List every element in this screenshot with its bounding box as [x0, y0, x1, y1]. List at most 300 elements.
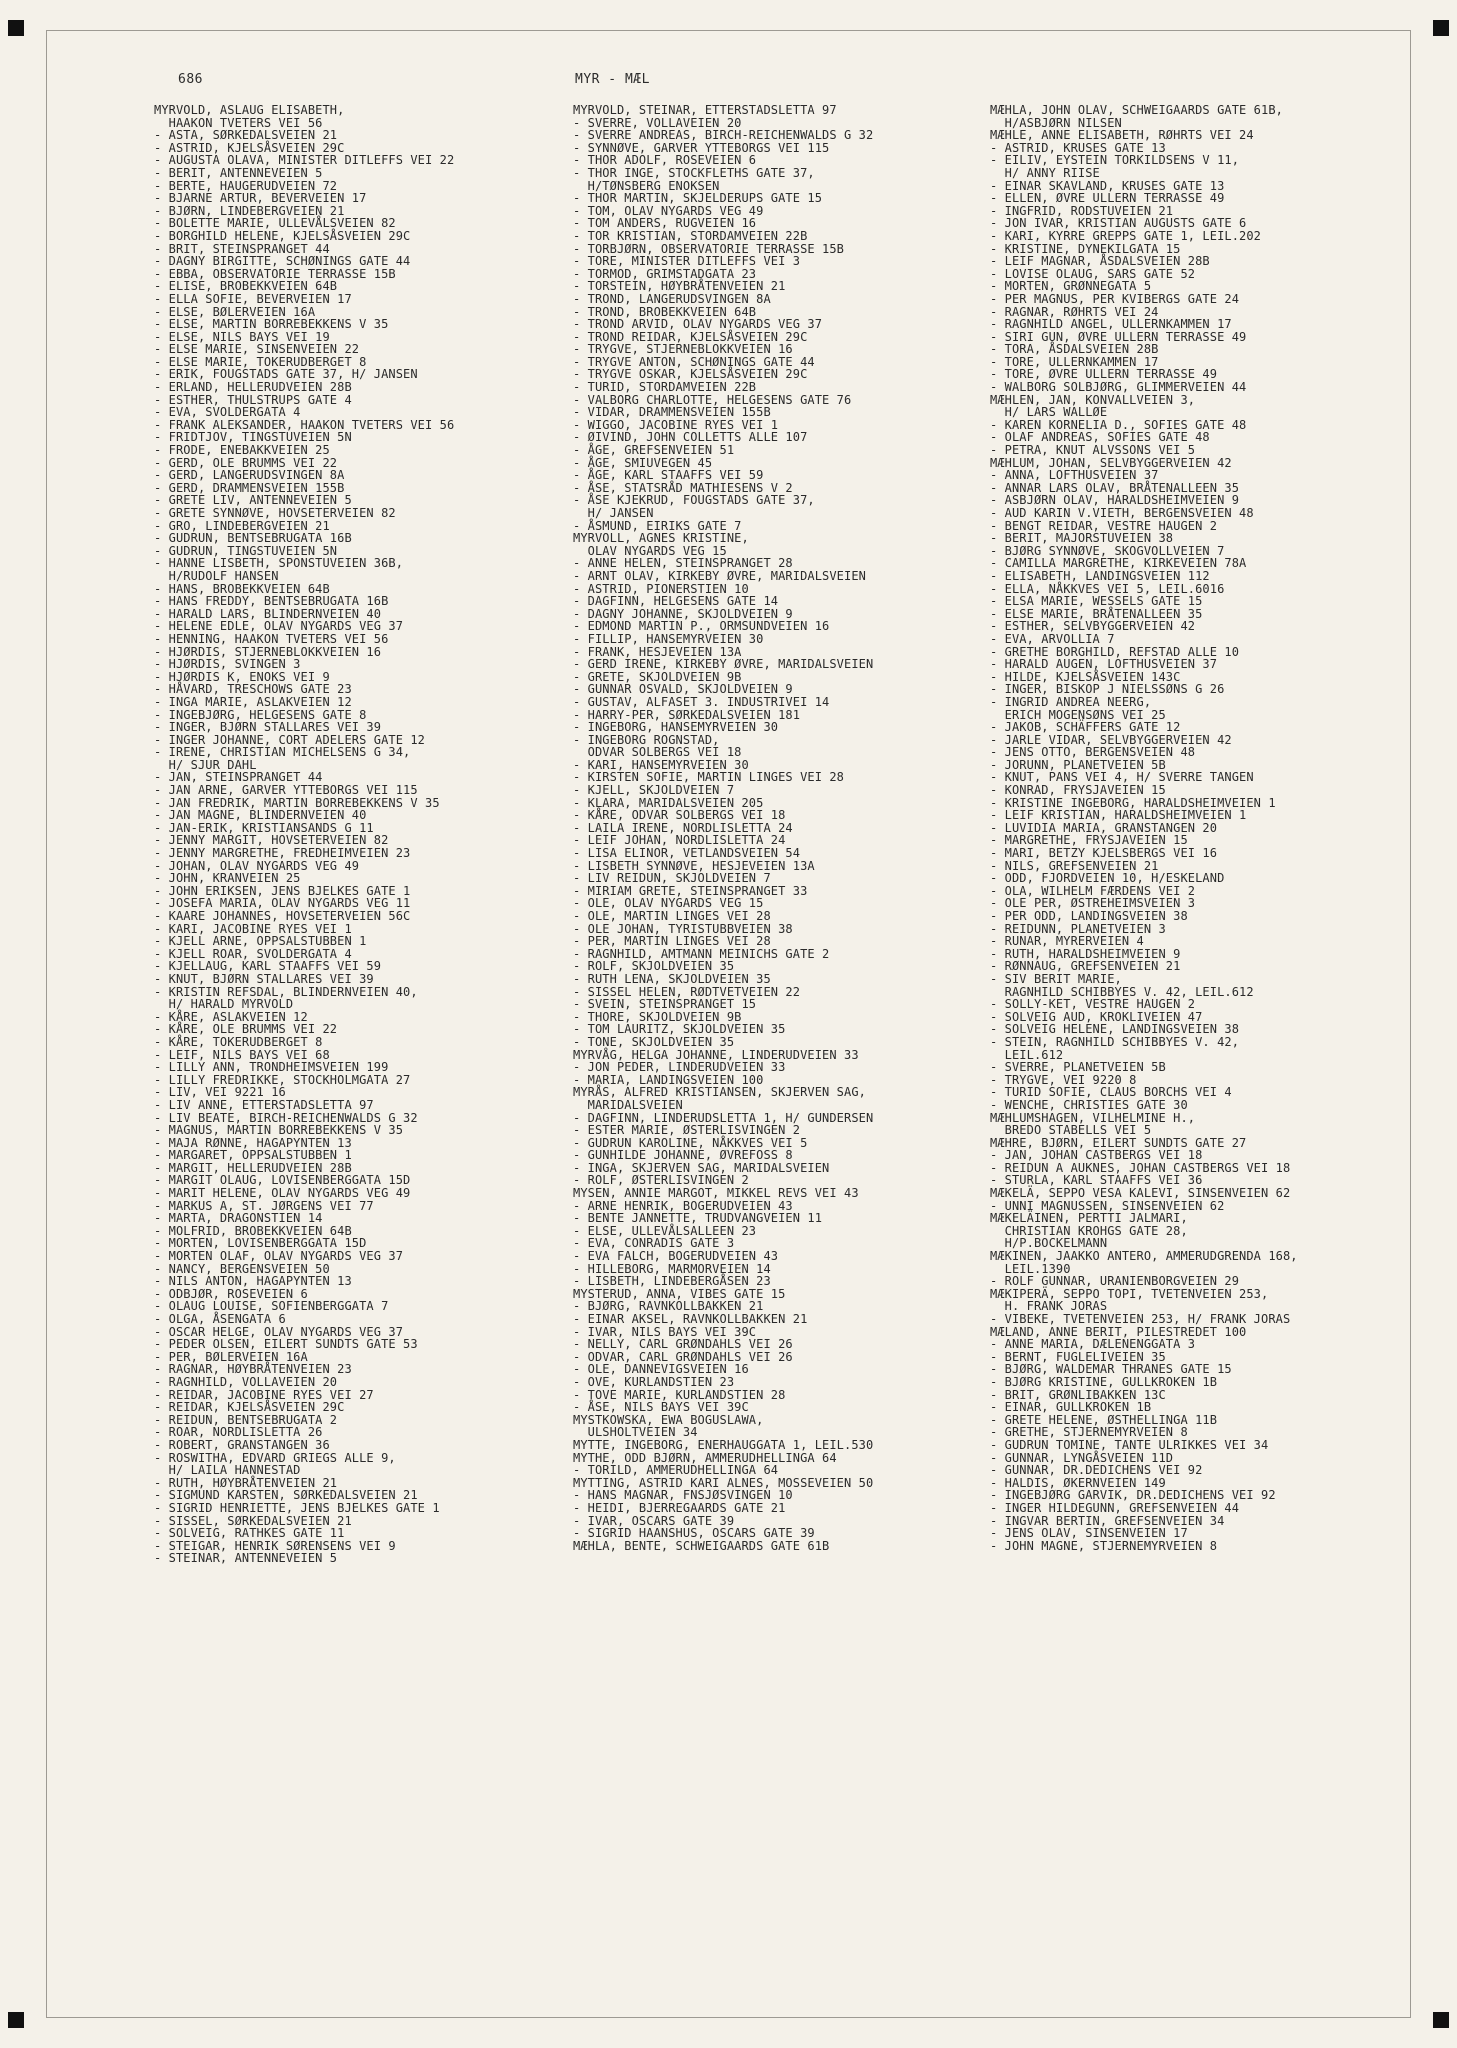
listing-entry: - INGEBORG, HANSEMYRVEIEN 30	[573, 720, 779, 735]
listing-entry: - MARTA, DRAGONSTIEN 14	[154, 1211, 323, 1226]
listing-entry: - GUNNAR, DR.DEDICHENS VEI 92	[990, 1463, 1203, 1478]
listing-entry: - GUDRUN, TINGSTUVEIEN 5N	[154, 543, 338, 558]
listing-entry: - GERD, OLE BRUMMS VEI 22	[154, 455, 338, 470]
listing-entry: - BOLETTE MARIE, ULLEVÅLSVEIEN 82	[154, 216, 396, 231]
listing-entry: MÆKINEN, JAAKKO ANTERO, AMMERUDGRENDA 168,	[990, 1249, 1298, 1264]
listing-entry: MÆHLUMSHAGEN, VILHELMINE H.,	[990, 1110, 1196, 1125]
listing-entry: - ÅSMUND, EIRIKS GATE 7	[573, 518, 742, 533]
listing-entry: - LUVIDIA MARIA, GRANSTANGEN 20	[990, 820, 1218, 835]
listing-entry: - OLA, WILHELM FÆRDENS VEI 2	[990, 883, 1196, 898]
listing-entry: - EINAR, GULLKROKEN 1B	[990, 1400, 1152, 1415]
listing-entry: - OLE, DANNEVIGSVEIEN 16	[573, 1362, 749, 1377]
listing-entry: ULSHOLTVEIEN 34	[573, 1425, 698, 1440]
listing-entry: - BERNT, FUGLELIVEIEN 35	[990, 1349, 1166, 1364]
listing-entry: - TROND ARVID, OLAV NYGARDS VEG 37	[573, 317, 823, 332]
listing-entry: - LOVISE OLAUG, SARS GATE 52	[990, 266, 1196, 281]
listing-entry: H/ LARS WALLØE	[990, 405, 1108, 420]
listing-entry: - ANNE HELEN, STEINSPRANGET 28	[573, 556, 793, 571]
listing-entry: MYTTING, ASTRID KARI ALNES, MOSSEVEIEN 50	[573, 1475, 874, 1490]
listing-entry: - INGA MARIE, ASLAKVEIEN 12	[154, 694, 352, 709]
listing-entry: - EVA, CONRADIS GATE 3	[573, 1236, 735, 1251]
listing-entry: - KJELL ARNE, OPPSALSTUBBEN 1	[154, 934, 367, 949]
listing-entry: - BENTE JANNETTE, TRUDVANGVEIEN 11	[573, 1211, 823, 1226]
listing-entry: - ROLF GUNNAR, URANIENBORGVEIEN 29	[990, 1274, 1240, 1289]
listing-entry: - OLGA, ÅSENGATA 6	[154, 1312, 286, 1326]
listing-entry: - HANS MAGNAR, FNSJØSVINGEN 10	[573, 1488, 793, 1503]
listing-entry: - LIV, VEI 9221 16	[154, 1085, 286, 1100]
listing-entry: - GERD IRENE, KIRKEBY ØVRE, MARIDALSVEIEN	[573, 657, 874, 672]
listing-entry: - GRETHE, STJERNEMYRVEIEN 8	[990, 1425, 1188, 1440]
listing-entry: - KÅRE, ODVAR SOLBERGS VEI 18	[573, 808, 786, 823]
listing-entry: - ARNT OLAV, KIRKEBY ØVRE, MARIDALSVEIEN	[573, 568, 866, 583]
listing-entry: - FRANK ALEKSANDER, HAAKON TVETERS VEI 56	[154, 417, 455, 432]
listing-entry: - SIRI GUN, ØVRE ULLERN TERRASSE 49	[990, 329, 1247, 344]
listing-entry: - KIRSTEN SOFIE, MARTIN LINGES VEI 28	[573, 770, 845, 785]
listing-entry: - EVA, ARVOLLIA 7	[990, 631, 1115, 646]
listing-entry: - INGEBJØRG GARVIK, DR.DEDICHENS VEI 92	[990, 1488, 1276, 1503]
listing-entry: - TURID, STORDAMVEIEN 22B	[573, 380, 757, 395]
listing-entry: - INGFRID, RODSTUVEIEN 21	[990, 203, 1174, 218]
listing-entry: - WALBORG SOLBJØRG, GLIMMERVEIEN 44	[990, 380, 1247, 395]
listing-entry: - SOLLY-KET, VESTRE HAUGEN 2	[990, 997, 1196, 1012]
listing-entry: - ESTER MARIE, ØSTERLISVINGEN 2	[573, 1123, 801, 1138]
listing-entry: - ELLA SOFIE, BEVERVEIEN 17	[154, 291, 352, 306]
listing-entry: - MARGARET, OPPSALSTUBBEN 1	[154, 1148, 352, 1163]
listing-entry: - EVA FALCH, BOGERUDVEIEN 43	[573, 1249, 779, 1264]
listing-entry: ERICH MOGENSØNS VEI 25	[990, 707, 1166, 722]
listing-entry: - PER, BØLERVEIEN 16A	[154, 1349, 308, 1364]
listing-entry: H/TØNSBERG ENOKSEN	[573, 178, 720, 193]
listing-entry: - ARNE HENRIK, BOGERUDVEIEN 43	[573, 1198, 793, 1213]
listing-entry: - LILLY FREDRIKKE, STOCKHOLMGATA 27	[154, 1072, 411, 1087]
listing-entry: - LIV REIDUN, SKJOLDVEIEN 7	[573, 871, 771, 886]
listing-entry: - ELSE, MARTIN BORREBEKKENS V 35	[154, 317, 389, 332]
listing-entry: - JOSEFA MARIA, OLAV NYGARDS VEG 11	[154, 896, 411, 911]
listing-entry: - SYNNØVE, GARVER YTTEBORGS VEI 115	[573, 140, 830, 155]
listing-entry: - STURLA, KARL STAAFFS VEI 36	[990, 1173, 1203, 1188]
listing-entry: - KJELL, SKJOLDVEIEN 7	[573, 783, 735, 798]
listing-entry: - ESTHER, THULSTRUPS GATE 4	[154, 392, 352, 407]
listing-entry: - RUTH, HØYBRÅTENVEIEN 21	[154, 1475, 338, 1490]
registration-mark	[1433, 20, 1449, 36]
listing-entry: - EILIV, EYSTEIN TORKILDSENS V 11,	[990, 153, 1240, 168]
listing-entry: - SVERRE, VOLLAVEIEN 20	[573, 115, 742, 130]
listing-entry: MYRVÅG, HELGA JOHANNE, LINDERUDVEIEN 33	[573, 1047, 859, 1062]
listing-entry: H/ HARALD MYRVOLD	[154, 997, 294, 1012]
listing-entry: - SIV BERIT MARIE,	[990, 971, 1122, 986]
listing-entry: - KONRAD, FRYSJAVEIEN 15	[990, 783, 1166, 798]
listing-entry: - ODVAR, CARL GRØNDAHLS VEI 26	[573, 1349, 793, 1364]
listing-entry: - MOLFRID, BROBEKKVEIEN 64B	[154, 1223, 352, 1238]
listing-entry: H/ ANNY RIISE	[990, 165, 1100, 180]
listing-entry: - GUSTAV, ALFASET 3. INDUSTRIVEI 14	[573, 694, 830, 709]
listing-entry: - ODBJØR, ROSEVEIEN 6	[154, 1286, 308, 1301]
listing-entry: - TORBJØRN, OBSERVATORIE TERRASSE 15B	[573, 241, 845, 256]
listing-entry: H/RUDOLF HANSEN	[154, 568, 279, 583]
listing-entry: - KLARA, MARIDALSVEIEN 205	[573, 795, 764, 810]
listing-entry: - JENNY MARGRETHE, FREDHEIMVEIEN 23	[154, 846, 411, 861]
listing-entry: - ÅGE, SMIUVEGEN 45	[573, 455, 713, 470]
listing-entry: - ELSE, BØLERVEIEN 16A	[154, 304, 316, 319]
listing-entry: - MARGIT OLAUG, LOVISENBERGGATA 15D	[154, 1173, 411, 1188]
listing-entry: - MARIA, LANDINGSVEIEN 100	[573, 1072, 764, 1087]
listing-entry: - TOM ANDERS, RUGVEIEN 16	[573, 216, 757, 231]
listing-entry: - INGER JOHANNE, CORT ADELERS GATE 12	[154, 732, 426, 747]
listing-entry: MÆKELÄINEN, PERTTI JALMARI,	[990, 1211, 1188, 1226]
listing-entry: MÆHRE, BJØRN, EILERT SUNDTS GATE 27	[990, 1135, 1247, 1150]
listing-entry: - EBBA, OBSERVATORIE TERRASSE 15B	[154, 266, 396, 281]
listing-entry: - ELISE, BROBEKKVEIEN 64B	[154, 279, 338, 294]
listing-entry: - KAREN KORNELIA D., SOFIES GATE 48	[990, 417, 1247, 432]
listing-entry: BREDO STABELLS VEI 5	[990, 1123, 1152, 1138]
listing-entry: MÆLAND, ANNE BERIT, PILESTREDET 100	[990, 1324, 1247, 1339]
listing-entry: - HANS, BROBEKKVEIEN 64B	[154, 581, 330, 596]
listing-entry: - KRISTINE INGEBORG, HARALDSHEIMVEIEN 1	[990, 795, 1276, 810]
listing-entry: - STEIGAR, HENRIK SØRENSENS VEI 9	[154, 1538, 396, 1553]
listing-entry: - PETRA, KNUT ALVSSONS VEI 5	[990, 443, 1196, 458]
listing-entry: - ASTRID, KJELSÅSVEIEN 29C	[154, 140, 345, 155]
listing-entry: - TRYGVE, VEI 9220 8	[990, 1072, 1137, 1087]
listing-entry: - ASTA, SØRKEDALSVEIEN 21	[154, 128, 338, 143]
listing-entry: - JAN MAGNE, BLINDERNVEIEN 40	[154, 808, 367, 823]
listing-entry: - AUD KARIN V.VIETH, BERGENSVEIEN 48	[990, 506, 1254, 520]
listing-entry: - TORE, ULLERNKAMMEN 17	[990, 354, 1159, 369]
listing-entry: - KARI, KYRRE GREPPS GATE 1, LEIL.202	[990, 228, 1262, 243]
listing-entry: - KNUT, PANS VEI 4, H/ SVERRE TANGEN	[990, 770, 1254, 785]
listing-entry: - JON PEDER, LINDERUDVEIEN 33	[573, 1060, 786, 1075]
listing-entry: - SOLVEIG HELENE, LANDINGSVEIEN 38	[990, 1022, 1240, 1037]
listing-entry: - EINAR AKSEL, RAVNKOLLBAKKEN 21	[573, 1312, 808, 1326]
listing-entry: - HENNING, HAAKON TVETERS VEI 56	[154, 631, 389, 646]
registration-mark	[1433, 2012, 1449, 2028]
listing-entry: - KÅRE, ASLAKVEIEN 12	[154, 1009, 308, 1024]
listing-entry: - GRO, LINDEBERGVEIEN 21	[154, 518, 330, 533]
listing-entry: - ELISABETH, LANDINGSVEIEN 112	[990, 568, 1210, 583]
listing-entry: - KNUT, BJØRN STALLARES VEI 39	[154, 971, 374, 986]
listing-entry: - LIV ANNE, ETTERSTADSLETTA 97	[154, 1097, 374, 1112]
listing-entry: - RUNAR, MYRERVEIEN 4	[990, 934, 1144, 949]
listing-entry: - SIGRID HENRIETTE, JENS BJELKES GATE 1	[154, 1500, 440, 1515]
listing-entry: - ÅSE, NILS BAYS VEI 39C	[573, 1400, 749, 1415]
listing-entry: - TOVE MARIE, KURLANDSTIEN 28	[573, 1387, 786, 1402]
listing-entry: - ROSWITHA, EDVARD GRIEGS ALLE 9,	[154, 1450, 396, 1465]
listing-entry: - GERD, LANGERUDSVINGEN 8A	[154, 468, 345, 483]
listing-entry: H/P.BOCKELMANN	[990, 1236, 1108, 1251]
listing-entry: - SIGMUND KARSTEN, SØRKEDALSVEIEN 21	[154, 1488, 418, 1503]
listing-entry: - HILDE, KJELSÅSVEIEN 143C	[990, 669, 1181, 684]
listing-entry: - JAN ARNE, GARVER YTTEBORGS VEI 115	[154, 783, 418, 798]
listing-entry: - JAN-ERIK, KRISTIANSANDS G 11	[154, 820, 374, 835]
listing-entry: - BRIT, STEINSPRANGET 44	[154, 241, 330, 256]
listing-entry: - RAGNHILD, AMTMANN MEINICHS GATE 2	[573, 946, 830, 961]
listing-entry: - NANCY, BERGENSVEIEN 50	[154, 1261, 330, 1276]
listing-entry: - RAGNAR, HØYBRÅTENVEIEN 23	[154, 1362, 352, 1377]
listing-entry: - BJARNE ARTUR, BEVERVEIEN 17	[154, 191, 367, 206]
listing-entry: - TORMOD, GRIMSTADGATA 23	[573, 266, 757, 281]
listing-entry: - ERIK, FOUGSTADS GATE 37, H/ JANSEN	[154, 367, 418, 382]
listing-entry: - DAGFINN, HELGESENS GATE 14	[573, 594, 779, 609]
listing-entry: - PEDER OLSEN, EILERT SUNDTS GATE 53	[154, 1337, 418, 1352]
listing-entry: - GUDRUN KAROLINE, NÅKKVES VEI 5	[573, 1135, 808, 1150]
listing-entry: - LEIF JOHAN, NORDLISLETTA 24	[573, 833, 786, 848]
listing-entry: - STEIN, RAGNHILD SCHIBBYES V. 42,	[990, 1034, 1240, 1049]
listing-entry: - STEINAR, ANTENNEVEIEN 5	[154, 1551, 338, 1566]
listing-entry: - LIV BEATE, BIRCH-REICHENWALDS G 32	[154, 1110, 418, 1125]
listing-entry: MÆHLUM, JOHAN, SELVBYGGERVEIEN 42	[990, 455, 1232, 470]
listing-entry: - ANNE MARIA, DÆLENENGGATA 3	[990, 1337, 1196, 1352]
listing-entry: - REIDAR, JACOBINE RYES VEI 27	[154, 1387, 374, 1402]
listing-entry: MYRVOLD, ASLAUG ELISABETH,	[154, 103, 345, 117]
listing-entry: - LISBETH SYNNØVE, HESJEVEIEN 13A	[573, 858, 815, 873]
listing-entry: - MARGIT, HELLERUDVEIEN 28B	[154, 1160, 352, 1175]
listing-entry: - KJELLAUG, KARL STAAFFS VEI 59	[154, 959, 382, 974]
listing-entry: - ELSE, ULLEVÅLSALLEEN 23	[573, 1223, 757, 1238]
listing-entry: MÆHLE, ANNE ELISABETH, RØHRTS VEI 24	[990, 128, 1254, 143]
listing-entry: - TRYGVE, STJERNEBLOKKVEIEN 16	[573, 342, 793, 357]
listing-entry: - EDMOND MARTIN P., ORMSUNDVEIEN 16	[573, 619, 830, 634]
listing-entry: - MARGRETHE, FRYSJAVEIEN 15	[990, 833, 1188, 848]
listing-entry: - HJØRDIS, SVINGEN 3	[154, 657, 301, 672]
listing-entry: LEIL.1390	[990, 1261, 1071, 1276]
listing-entry: - ESTHER, SELVBYGGERVEIEN 42	[990, 619, 1196, 634]
listing-entry: - JAN, JOHAN CASTBERGS VEI 18	[990, 1148, 1203, 1163]
listing-entry: - IVAR, OSCARS GATE 39	[573, 1513, 735, 1528]
listing-entry: H/ SJUR DAHL	[154, 757, 257, 772]
listing-entry: - JAN FREDRIK, MARTIN BORREBEKKENS V 35	[154, 795, 440, 810]
listing-entry: - VIDAR, DRAMMENSVEIEN 155B	[573, 405, 771, 420]
listing-entry: - WENCHE, CHRISTIES GATE 30	[990, 1097, 1188, 1112]
listing-entry: - ELLA, NÅKKVES VEI 5, LEIL.6016	[990, 581, 1225, 596]
listing-entry: - GRETHE BORGHILD, REFSTAD ALLE 10	[990, 644, 1240, 659]
listing-entry: MYRÅS, ALFRED KRISTIANSEN, SKJERVEN SAG,	[573, 1085, 866, 1100]
listing-entry: - HÅVARD, TRESCHOWS GATE 23	[154, 682, 352, 697]
listing-entry: - LISA ELINOR, VETLANDSVEIEN 54	[573, 846, 801, 861]
listing-entry: - JORUNN, PLANETVEIEN 5B	[990, 757, 1166, 772]
listing-entry: - ELSE MARIE, BRÅTENALLEEN 35	[990, 606, 1203, 621]
running-head: MYR - MÆL	[575, 72, 650, 87]
listing-entry: - VALBORG CHARLOTTE, HELGESENS GATE 76	[573, 392, 852, 407]
listing-entry: MÆKELÄ, SEPPO VESA KALEVI, SINSENVEIEN 62	[990, 1186, 1291, 1201]
listing-entry: MARIDALSVEIEN	[573, 1097, 683, 1112]
listing-entry: - GERD, DRAMMENSVEIEN 155B	[154, 480, 345, 495]
listing-column-1	[154, 104, 584, 1565]
listing-entry: - ROAR, NORDLISLETTA 26	[154, 1425, 323, 1440]
listing-entry: - ÅSE, STATSRÅD MATHIESENS V 2	[573, 480, 793, 495]
listing-entry: - HALDIS, ØKERNVEIEN 149	[990, 1475, 1166, 1490]
listing-entry: - TORILD, AMMERUDHELLINGA 64	[573, 1463, 779, 1478]
listing-entry: OLAV NYGARDS VEG 15	[573, 543, 727, 558]
listing-entry: - KÅRE, OLE BRUMMS VEI 22	[154, 1022, 338, 1037]
listing-entry: - ØIVIND, JOHN COLLETTS ALLE 107	[573, 430, 808, 445]
listing-entry: - CAMILLA MARGRETHE, KIRKEVEIEN 78A	[990, 556, 1247, 571]
listing-entry: - JARLE VIDAR, SELVBYGGERVEIEN 42	[990, 732, 1232, 747]
listing-entry: - REIDAR, KJELSÅSVEIEN 29C	[154, 1400, 345, 1415]
listing-entry: - INGER HILDEGUNN, GREFSENVEIEN 44	[990, 1500, 1240, 1515]
listing-entry: - BRIT, GRØNLIBAKKEN 13C	[990, 1387, 1166, 1402]
listing-entry: - OVE, KURLANDSTIEN 23	[573, 1374, 735, 1389]
listing-entry: - HARALD AUGEN, LOFTHUSVEIEN 37	[990, 657, 1218, 672]
listing-entry: - SOLVEIG, RATHKES GATE 11	[154, 1526, 345, 1541]
listing-entry: - PER MAGNUS, PER KVIBERGS GATE 24	[990, 291, 1240, 306]
listing-entry: - JAN, STEINSPRANGET 44	[154, 770, 323, 785]
listing-entry: LEIL.612	[990, 1047, 1064, 1062]
listing-entry: - TORE, MINISTER DITLEFFS VEI 3	[573, 254, 801, 269]
listing-entry: MYSEN, ANNIE MARGOT, MIKKEL REVS VEI 43	[573, 1186, 859, 1201]
listing-entry: - JENNY MARGIT, HOVSETERVEIEN 82	[154, 833, 389, 848]
listing-entry: MYSTKOWSKA, EWA BOGUSLAWA,	[573, 1412, 764, 1427]
listing-entry: - GUNNAR OSVALD, SKJOLDVEIEN 9	[573, 682, 793, 697]
listing-entry: - KÅRE, TOKERUDBERGET 8	[154, 1034, 323, 1049]
page-number: 686	[178, 72, 203, 87]
listing-entry: - SVEIN, STEINSPRANGET 15	[573, 997, 757, 1012]
listing-entry: MÆKIPERÄ, SEPPO TOPI, TVETENVEIEN 253,	[990, 1286, 1269, 1301]
listing-entry: HAAKON TVETERS VEI 56	[154, 115, 323, 130]
listing-entry: MÆHLA, BENTE, SCHWEIGAARDS GATE 61B	[573, 1538, 830, 1553]
listing-entry: - ELSE, NILS BAYS VEI 19	[154, 329, 330, 344]
listing-entry: - LAILA IRENE, NORDLISLETTA 24	[573, 820, 793, 835]
listing-entry: - THOR INGE, STOCKFLETHS GATE 37,	[573, 165, 815, 180]
listing-entry: - PER, MARTIN LINGES VEI 28	[573, 934, 771, 949]
listing-entry: - OLAF ANDREAS, SOFIES GATE 48	[990, 430, 1210, 445]
listing-entry: - ÅGE, GREFSENVEIEN 51	[573, 443, 735, 458]
listing-entry: MYRVOLL, AGNES KRISTINE,	[573, 531, 749, 546]
listing-entry: - HJØRDIS, STJERNEBLOKKVEIEN 16	[154, 644, 382, 659]
listing-entry: - RAGNAR, RØHRTS VEI 24	[990, 304, 1159, 319]
listing-entry: - BJØRG SYNNØVE, SKOGVOLLVEIEN 7	[990, 543, 1225, 558]
listing-entry: MYTHE, ODD BJØRN, AMMERUDHELLINGA 64	[573, 1450, 837, 1465]
listing-entry: - OLE PER, ØSTREHEIMSVEIEN 3	[990, 896, 1196, 911]
listing-entry: - OLE JOHAN, TYRISTUBBVEIEN 38	[573, 921, 793, 936]
listing-entry: - AUGUSTA OLAVA, MINISTER DITLEFFS VEI 22	[154, 153, 455, 168]
listing-entry: - TROND REIDAR, KJELSÅSVEIEN 29C	[573, 329, 808, 344]
listing-entry: - RØNNAUG, GREFSENVEIEN 21	[990, 959, 1181, 974]
listing-entry: - ODD, FJORDVEIEN 10, H/ESKELAND	[990, 871, 1225, 886]
listing-entry: MÆHLEN, JAN, KONVALLVEIEN 3,	[990, 392, 1196, 407]
listing-entry: - HARALD LARS, BLINDERNVEIEN 40	[154, 606, 382, 621]
listing-entry: - MAGNUS, MARTIN BORREBEKKENS V 35	[154, 1123, 404, 1138]
listing-entry: - MORTEN, LOVISENBERGGATA 15D	[154, 1236, 367, 1251]
listing-entry: - TOM LAURITZ, SKJOLDVEIEN 35	[573, 1022, 786, 1037]
listing-entry: - INGRID ANDREA NEERG,	[990, 694, 1152, 709]
listing-entry: - ELSE MARIE, TOKERUDBERGET 8	[154, 354, 367, 369]
listing-entry: - HANNE LISBETH, SPONSTUVEIEN 36B,	[154, 556, 404, 571]
listing-entry: - BENGT REIDAR, VESTRE HAUGEN 2	[990, 518, 1218, 533]
listing-entry: - BERIT, ANTENNEVEIEN 5	[154, 165, 323, 180]
listing-entry: - FRANK, HESJEVEIEN 13A	[573, 644, 742, 659]
listing-entry: - JENS OLAV, SINSENVEIEN 17	[990, 1526, 1188, 1541]
listing-entry: - LILLY ANN, TRONDHEIMSVEIEN 199	[154, 1060, 389, 1075]
listing-entry: - GUNHILDE JOHANNE, ØVREFOSS 8	[573, 1148, 793, 1163]
listing-entry: - ANNAR LARS OLAV, BRÅTENALLEEN 35	[990, 480, 1240, 495]
listing-entry: - INGVAR BERTIN, GREFSENVEIEN 34	[990, 1513, 1225, 1528]
listing-entry: - TROND, LANGERUDSVINGEN 8A	[573, 291, 771, 306]
listing-entry: - INGEBORG ROGNSTAD,	[573, 732, 720, 747]
listing-entry: - TOM, OLAV NYGARDS VEG 49	[573, 203, 764, 218]
listing-entry: - SISSEL HELEN, RØDTVETVEIEN 22	[573, 984, 801, 999]
listing-entry: - HANS FREDDY, BENTSEBRUGATA 16B	[154, 594, 389, 609]
listing-entry: - HELENE EDLE, OLAV NYGARDS VEG 37	[154, 619, 404, 634]
listing-entry: MYSTERUD, ANNA, VIBES GATE 15	[573, 1286, 786, 1301]
listing-entry: - MARIT HELENE, OLAV NYGARDS VEG 49	[154, 1186, 411, 1201]
listing-entry: - INGEBJØRG, HELGESENS GATE 8	[154, 707, 367, 722]
listing-entry: - ASTRID, KRUSES GATE 13	[990, 140, 1166, 155]
listing-entry: - REIDUN A AUKNES, JOHAN CASTBERGS VEI 18	[990, 1160, 1291, 1175]
listing-entry: - KARI, JACOBINE RYES VEI 1	[154, 921, 352, 936]
listing-entry: - MIRIAM GRETE, STEINSPRANGET 33	[573, 883, 808, 898]
listing-entry: - THOR MARTIN, SKJELDERUPS GATE 15	[573, 191, 823, 206]
listing-entry: - FRODE, ENEBAKKVEIEN 25	[154, 443, 330, 458]
listing-entry: - LEIF, NILS BAYS VEI 68	[154, 1047, 330, 1062]
listing-entry: - TURID SOFIE, CLAUS BORCHS VEI 4	[990, 1085, 1232, 1100]
listing-entry: - TOR KRISTIAN, STORDAMVEIEN 22B	[573, 228, 808, 243]
listing-entry: - THOR ADOLF, ROSEVEIEN 6	[573, 153, 757, 168]
listing-entry: - KAARE JOHANNES, HOVSETERVEIEN 56C	[154, 909, 411, 923]
listing-entry: - EVA, SVOLDERGATA 4	[154, 405, 301, 420]
listing-entry: - OLAUG LOUISE, SOFIENBERGGATA 7	[154, 1299, 389, 1314]
listing-entry: - VIBEKE, TVETENVEIEN 253, H/ FRANK JORAS	[990, 1312, 1291, 1326]
listing-entry: - JON IVAR, KRISTIAN AUGUSTS GATE 6	[990, 216, 1247, 231]
listing-entry: - IVAR, NILS BAYS VEI 39C	[573, 1324, 757, 1339]
listing-entry: H/ JANSEN	[573, 506, 654, 520]
listing-entry: - ROLF, ØSTERLISVINGEN 2	[573, 1173, 749, 1188]
listing-entry: - TONE, SKJOLDVEIEN 35	[573, 1034, 735, 1049]
listing-entry: - INGER, BJØRN STALLARES VEI 39	[154, 720, 382, 735]
listing-entry: - KRISTIN REFSDAL, BLINDERNVEIEN 40,	[154, 984, 418, 999]
listing-entry: - FILLIP, HANSEMYRVEIEN 30	[573, 631, 764, 646]
listing-entry: - REIDUNN, PLANETVEIEN 3	[990, 921, 1166, 936]
listing-entry: - JENS OTTO, BERGENSVEIEN 48	[990, 745, 1196, 760]
listing-entry: - BJØRG KRISTINE, GULLKROKEN 1B	[990, 1374, 1218, 1389]
listing-entry: RAGNHILD SCHIBBYES V. 42, LEIL.612	[990, 984, 1254, 999]
listing-entry: - THORE, SKJOLDVEIEN 9B	[573, 1009, 742, 1024]
listing-entry: - KRISTINE, DYNEKILGATA 15	[990, 241, 1181, 256]
listing-entry: - GUDRUN, BENTSEBRUGATA 16B	[154, 531, 352, 546]
listing-entry: - MORTEN OLAF, OLAV NYGARDS VEG 37	[154, 1249, 404, 1264]
listing-entry: - LEIF KRISTIAN, HARALDSHEIMVEIEN 1	[990, 808, 1247, 823]
listing-entry: - BJØRG, RAVNKOLLBAKKEN 21	[573, 1299, 764, 1314]
listing-entry: - NILS ANTON, HAGAPYNTEN 13	[154, 1274, 352, 1289]
listing-entry: - SIGRID HAANSHUS, OSCARS GATE 39	[573, 1526, 815, 1541]
listing-entry: - GRETE LIV, ANTENNEVEIEN 5	[154, 493, 352, 508]
listing-entry: - TRYGVE OSKAR, KJELSÅSVEIEN 29C	[573, 367, 808, 382]
listing-entry: - NILS, GREFSENVEIEN 21	[990, 858, 1159, 873]
listing-entry: - ASBJØRN OLAV, HARALDSHEIMVEIEN 9	[990, 493, 1240, 508]
listing-entry: - EINAR SKAVLAND, KRUSES GATE 13	[990, 178, 1225, 193]
listing-entry: - ELSE MARIE, SINSENVEIEN 22	[154, 342, 360, 357]
listing-entry: - KJELL ROAR, SVOLDERGATA 4	[154, 946, 352, 961]
listing-entry: - ASTRID, PIONERSTIEN 10	[573, 581, 749, 596]
listing-entry: - SOLVEIG AUD, KROKLIVEIEN 47	[990, 1009, 1203, 1024]
listing-entry: - BERTE, HAUGERUDVEIEN 72	[154, 178, 338, 193]
listing-entry: - DAGNY JOHANNE, SKJOLDVEIEN 9	[573, 606, 793, 621]
listing-entry: - HARRY-PER, SØRKEDALSVEIEN 181	[573, 707, 801, 722]
registration-mark	[8, 20, 24, 36]
listing-entry: - TORA, ÅSDALSVEIEN 28B	[990, 342, 1159, 357]
listing-entry: - ROBERT, GRANSTANGEN 36	[154, 1437, 330, 1452]
listing-entry: - HILLEBORG, MARMORVEIEN 14	[573, 1261, 771, 1276]
listing-entry: - IRENE, CHRISTIAN MICHELSENS G 34,	[154, 745, 411, 760]
listing-entry: - DAGFINN, LINDERUDSLETTA 1, H/ GUNDERSEN	[573, 1110, 874, 1125]
listing-entry: - MAJA RØNNE, HAGAPYNTEN 13	[154, 1135, 352, 1150]
listing-entry: - MARI, BETZY KJELSBERGS VEI 16	[990, 846, 1218, 861]
listing-entry: - ELLEN, ØVRE ULLERN TERRASSE 49	[990, 191, 1225, 206]
listing-entry: - RUTH, HARALDSHEIMVEIEN 9	[990, 946, 1181, 961]
listing-entry: ODVAR SOLBERGS VEI 18	[573, 745, 742, 760]
listing-entry: MÆHLA, JOHN OLAV, SCHWEIGAARDS GATE 61B,	[990, 103, 1283, 117]
listing-entry: - SISSEL, SØRKEDALSVEIEN 21	[154, 1513, 352, 1528]
listing-entry: - LISBETH, LINDEBERGÅSEN 23	[573, 1274, 771, 1289]
listing-entry: - TORE, ØVRE ULLERN TERRASSE 49	[990, 367, 1218, 382]
